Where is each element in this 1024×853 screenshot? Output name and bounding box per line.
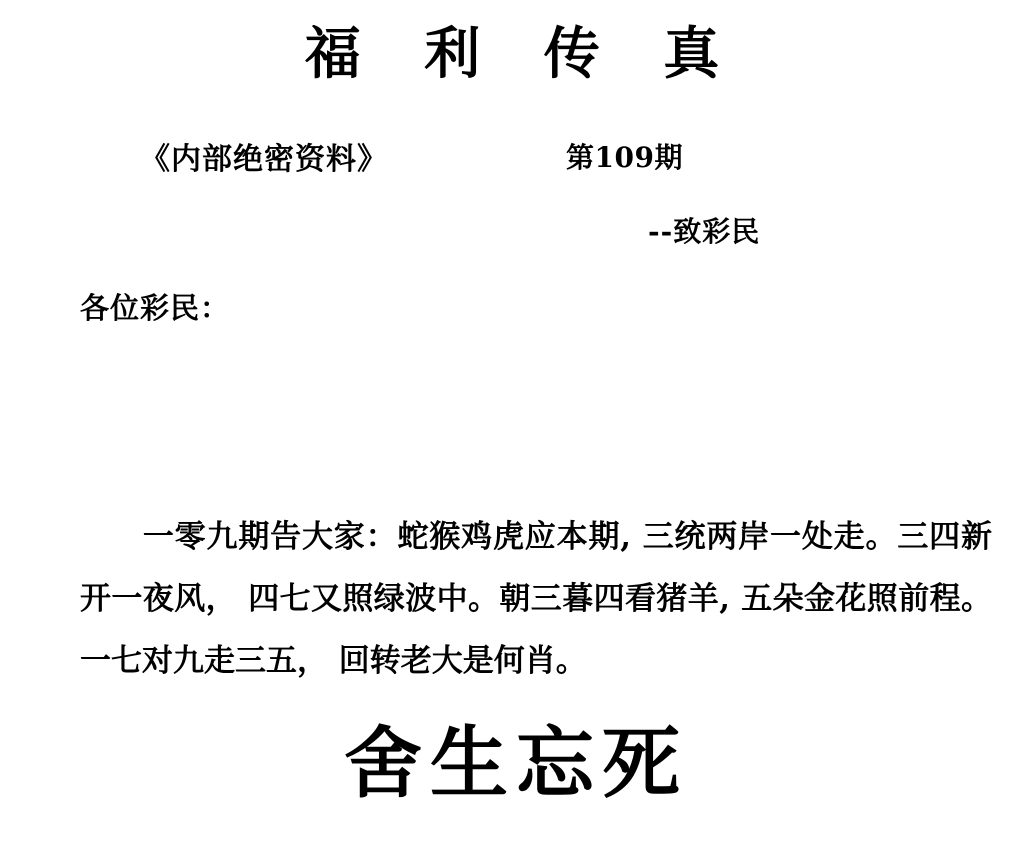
- subheader-row: [0, 134, 1024, 177]
- page-title: 福 利 传 真: [304, 22, 742, 87]
- salutation-line: 各位彩民：: [80, 291, 231, 325]
- slogan-text: 舍生忘死: [343, 719, 688, 809]
- issue-number-label: 第109期: [566, 141, 683, 174]
- body-text: 一零九期告大家：蛇猴鸡虎应本期, 三统两岸一处走。三四新开一夜风， 四七又照绿波中。朝三暮四看猪羊, 五朵金花照前程。一七对九走三五， 回转老大是何肖。: [80, 519, 992, 679]
- dedication-line: --致彩民: [648, 215, 761, 248]
- secret-material-label: 《内部绝密资料》: [140, 142, 388, 177]
- body-paragraph: [80, 506, 992, 692]
